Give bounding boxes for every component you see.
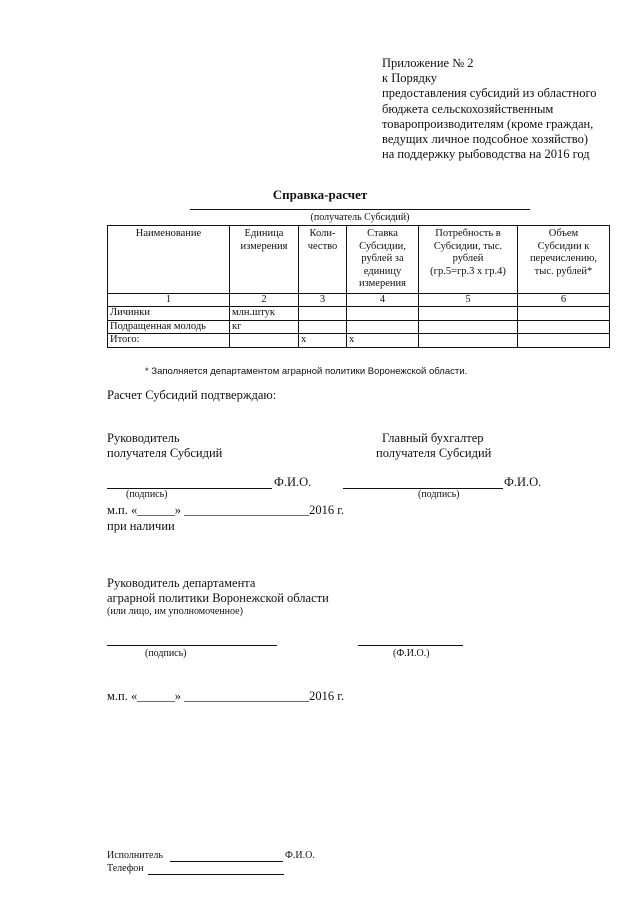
table-row bbox=[108, 320, 610, 334]
column-header-amount: Объем Субсидии к перечислению, тыс. рублей* bbox=[518, 226, 610, 294]
signature-caption: (подпись) bbox=[145, 648, 187, 659]
table-cell bbox=[518, 334, 610, 348]
dept-note: (или лицо, им уполномоченное) bbox=[107, 606, 243, 617]
fio-label: Ф.И.О. bbox=[274, 475, 312, 489]
table-header-row bbox=[108, 226, 610, 294]
table-cell bbox=[299, 320, 347, 334]
if-available-note: при наличии bbox=[107, 519, 175, 533]
table-cell bbox=[518, 320, 610, 334]
appendix-line: на поддержку рыбоводства на 2016 год bbox=[382, 147, 590, 162]
column-number: 6 bbox=[518, 293, 610, 307]
fio-label: Ф.И.О. bbox=[285, 850, 315, 861]
accountant-title-line: Главный бухгалтер bbox=[382, 431, 484, 445]
table-cell bbox=[299, 307, 347, 321]
column-number: 3 bbox=[299, 293, 347, 307]
dept-fio-line bbox=[358, 645, 463, 646]
stamp-line: м.п. «______» ____________________2016 г. bbox=[107, 503, 345, 517]
column-number: 4 bbox=[347, 293, 419, 307]
stamp-line: м.п. «______» ____________________2016 г. bbox=[107, 689, 345, 703]
appendix-line: товаропроизводителям (кроме граждан, bbox=[382, 116, 594, 131]
accountant-title-line: получателя Субсидий bbox=[376, 446, 492, 460]
table-cell bbox=[347, 307, 419, 321]
head-title-line: Руководитель bbox=[107, 431, 180, 445]
column-header-unit: Единица измерения bbox=[230, 226, 299, 294]
calculation-table bbox=[107, 225, 610, 348]
table-cell: Личинки bbox=[108, 307, 230, 321]
table-cell bbox=[347, 320, 419, 334]
recipient-line bbox=[190, 209, 530, 210]
table-cell: Итого: bbox=[108, 334, 230, 348]
appendix-line: бюджета сельскохозяйственным bbox=[382, 101, 554, 116]
dept-title-line: Руководитель департамента bbox=[107, 576, 256, 590]
table-row-total bbox=[108, 334, 610, 348]
phone-line bbox=[148, 874, 284, 875]
executor-label: Исполнитель bbox=[107, 850, 163, 861]
phone-label: Телефон bbox=[107, 863, 144, 874]
signature-caption: (подпись) bbox=[126, 489, 168, 500]
table-cell: млн.штук bbox=[230, 307, 299, 321]
appendix-line: ведущих личное подсобное хозяйство) bbox=[382, 132, 588, 147]
table-cell: х bbox=[299, 334, 347, 348]
fio-label: Ф.И.О. bbox=[504, 475, 542, 489]
recipient-caption: (получатель Субсидий) bbox=[310, 212, 410, 223]
column-header-rate: Ставка Субсидии, рублей за единицу измерения bbox=[347, 226, 419, 294]
appendix-line: к Порядку bbox=[382, 71, 437, 86]
dept-title-line: аграрной политики Воронежской области bbox=[107, 591, 329, 605]
dept-signature-line bbox=[107, 645, 277, 646]
table-cell bbox=[419, 307, 518, 321]
column-header-need: Потребность в Субсидии, тыс. рублей (гр.5=гр.3 х гр.4) bbox=[419, 226, 518, 294]
confirm-heading: Расчет Субсидий подтверждаю: bbox=[107, 388, 277, 402]
footnote: * Заполняется департаментом аграрной политики Воронежской области. bbox=[145, 366, 468, 377]
head-title-line: получателя Субсидий bbox=[107, 446, 223, 460]
table-cell bbox=[518, 307, 610, 321]
column-number-row bbox=[108, 293, 610, 307]
appendix-line: Приложение № 2 bbox=[382, 56, 474, 70]
appendix-header bbox=[382, 56, 597, 162]
table-cell: Подращенная молодь bbox=[108, 320, 230, 334]
column-number: 2 bbox=[230, 293, 299, 307]
fio-caption: (Ф.И.О.) bbox=[393, 648, 430, 659]
column-number: 1 bbox=[108, 293, 230, 307]
column-header-quantity: Коли- чество bbox=[299, 226, 347, 294]
table-row bbox=[108, 307, 610, 321]
table-cell: х bbox=[347, 334, 419, 348]
table-cell bbox=[230, 334, 299, 348]
document-title: Справка-расчет bbox=[272, 187, 368, 202]
column-number: 5 bbox=[419, 293, 518, 307]
executor-line bbox=[170, 861, 283, 862]
table-cell: кг bbox=[230, 320, 299, 334]
column-header-name: Наименование bbox=[108, 226, 230, 294]
table-cell bbox=[419, 320, 518, 334]
table-cell bbox=[419, 334, 518, 348]
appendix-line: предоставления субсидий из областного bbox=[382, 86, 597, 101]
signature-caption: (подпись) bbox=[418, 489, 460, 500]
